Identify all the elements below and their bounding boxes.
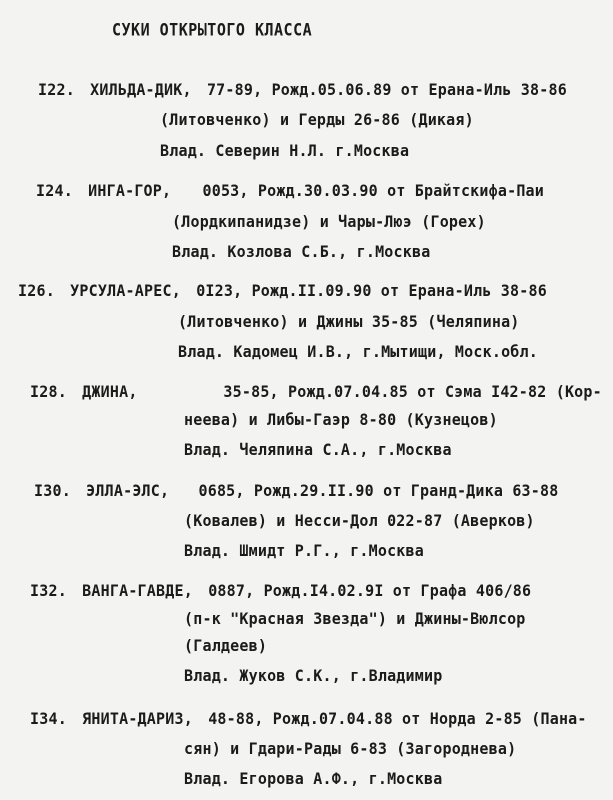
entry-line: (Литовченко) и Джины 35-85 (Челяпина) [178, 312, 520, 332]
entry-number: I26. [18, 281, 55, 301]
entry-header [30, 382, 602, 401]
entry-name: ХИЛЬДА-ДИК, [90, 80, 192, 100]
entry-name: ЯНИТА-ДАРИЗ, [82, 709, 193, 729]
entry-owner: Влад. Егорова А.Ф., г.Москва [184, 769, 443, 789]
entry-number: I22. [38, 80, 75, 100]
entry-name: ИНГА-ГОР, [88, 181, 172, 201]
entry-name: ДЖИНА, [82, 382, 138, 402]
entry-owner: Влад. Северин Н.Л. г.Москва [160, 141, 410, 161]
entry-number: I32. [30, 581, 67, 601]
entry-number: I34. [30, 709, 67, 729]
entry-header [30, 709, 587, 728]
entry-owner: Влад. Козлова С.Б., г.Москва [172, 242, 431, 262]
entry-header [38, 80, 567, 99]
entry-line: сян) и Гдари-Рады 6-83 (Загороднева) [184, 739, 517, 759]
entry-line: (п-к "Красная Звезда") и Джины-Вюлсор [184, 609, 526, 629]
entry-details: 35-85, Рожд.07.04.85 от Сэма I42-82 (Кор- [223, 382, 602, 402]
entry-owner: Влад. Кадомец И.В., г.Мытищи, Моск.обл. [178, 342, 538, 362]
entry-line: неева) и Либы-Гаэр 8-80 (Кузнецов) [184, 410, 498, 430]
entry-name: УРСУЛА-АРЕС, [70, 281, 181, 301]
entry-number: I30. [34, 481, 71, 501]
entry-details: 77-89, Рожд.05.06.89 от Ерана-Иль 38-86 [206, 80, 567, 100]
entry-details: 0685, Рожд.29.II.90 от Гранд-Дика 63-88 [198, 481, 559, 501]
entry-header [34, 481, 558, 500]
entry-number: I24. [36, 181, 73, 201]
page-title: СУКИ ОТКРЫТОГО КЛАССА [112, 20, 313, 40]
entry-line: (Галдеев) [184, 636, 268, 656]
entry-owner: Влад. Шмидт Р.Г., г.Москва [184, 541, 424, 561]
entry-owner: Влад. Челяпина С.А., г.Москва [184, 440, 452, 460]
entry-name: ЭЛЛА-ЭЛС, [86, 481, 170, 501]
entry-header [30, 581, 531, 600]
entry-line: (Лордкипанидзе) и Чары-Люэ (Горех) [172, 212, 486, 232]
entry-line: (Литовченко) и Герды 26-86 (Дикая) [160, 110, 474, 130]
entry-name: ВАНГА-ГАВДЕ, [82, 581, 193, 601]
entry-details: 0053, Рожд.30.03.90 от Брайтскифа-Паи [202, 181, 545, 201]
entry-details: 0887, Рожд.I4.02.9I от Графа 406/86 [208, 581, 532, 601]
entry-header [36, 181, 544, 200]
entry-number: I28. [30, 382, 67, 402]
entry-header [18, 281, 547, 300]
entry-details: 48-88, Рожд.07.04.88 от Норда 2-85 (Пана- [208, 709, 587, 729]
entry-details: 0I23, Рожд.II.09.90 от Ерана-Иль 38-86 [196, 281, 547, 301]
entry-line: (Ковалев) и Несси-Дол 022-87 (Аверков) [184, 511, 535, 531]
entry-owner: Влад. Жуков С.К., г.Владимир [184, 666, 443, 686]
